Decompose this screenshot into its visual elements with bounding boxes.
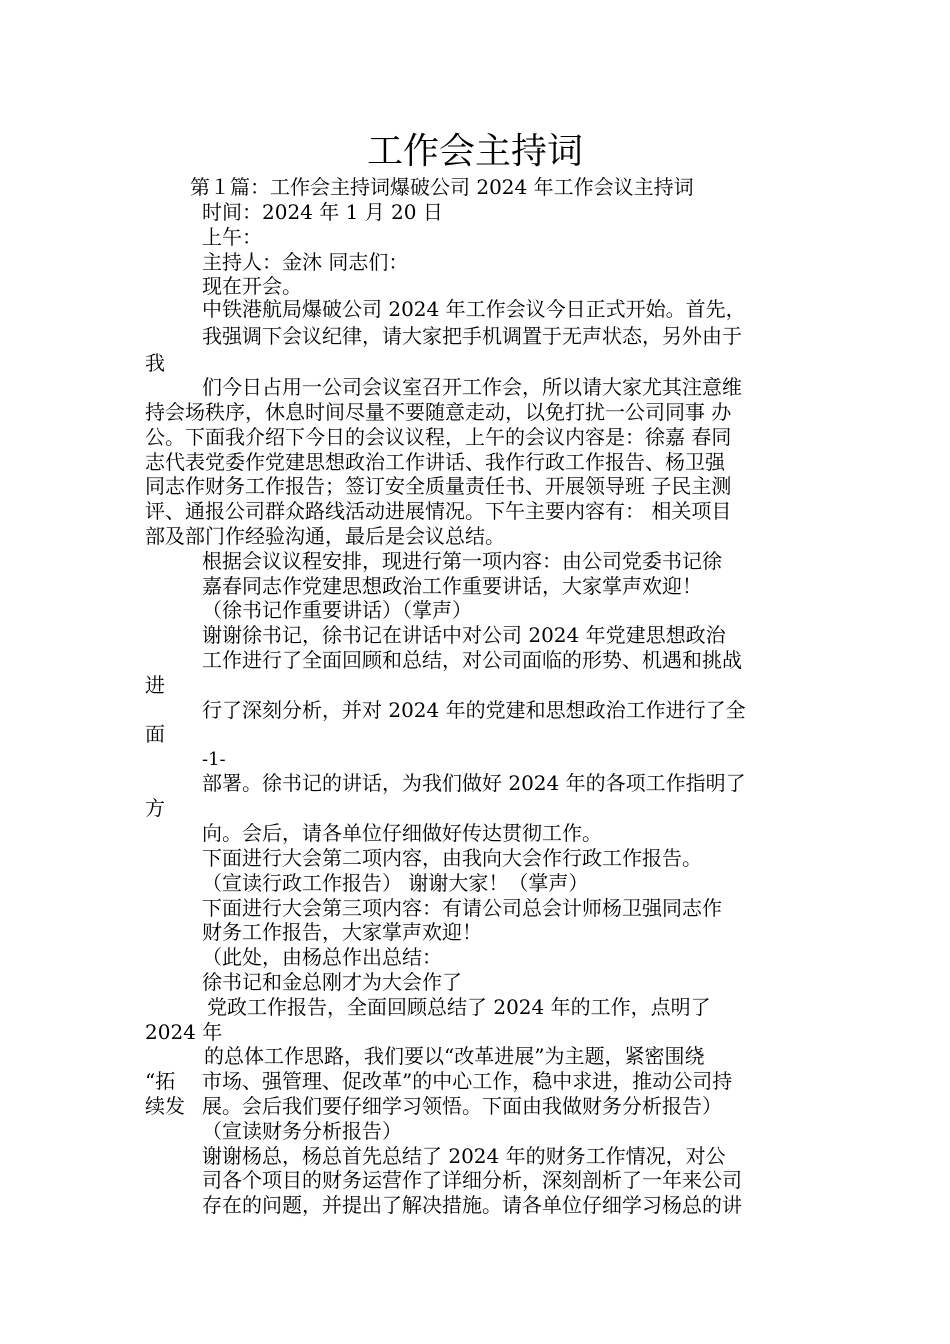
text-line: 市场、强管理、促改革”的中心工作，稳中求进，推动公司持 [202,1069,733,1093]
text-line: 主持人：金沐 同志们： [202,250,409,274]
text-line: 上午： [202,225,262,249]
text-line: 第１篇：工作会主持词爆破公司 2024 年工作会议主持词 [190,175,694,199]
text-line: 部署。徐书记的讲话，为我们做好 2024 年的各项工作指明了 [202,771,746,795]
text-line: 同志作财务工作报告；签订安全质量责任书、开展领导班 子民主测 [145,474,732,498]
text-line: 持会场秩序，休息时间尽量不要随意走动，以免打扰一公司同事 办 [145,400,732,424]
text-line: （宣读行政工作报告） 谢谢大家！（掌声） [202,871,589,895]
text-line: 存在的问题，并提出了解决措施。请各单位仔细学习杨总的讲 [202,1193,742,1217]
text-line: 党政工作报告，全面回顾总结了 2024 年的工作，点明了 [207,995,711,1019]
text-line: 我 [145,351,165,375]
text-line: 徐书记和金总刚才为大会作了 [202,970,462,994]
text-line: 公。下面我介绍下今日的会议议程，上午的会议内容是：徐嘉 春同 [145,425,732,449]
text-line: 方 [145,796,165,820]
text-line: 我强调下会议纪律，请大家把手机调置于无声状态，另外由于 [202,324,742,348]
text-line: （此处，由杨总作出总结： [202,945,442,969]
text-line: 下面进行大会第二项内容，由我向大会作行政工作报告。 [202,846,702,870]
text-line: 司各个项目的财务运营作了详细分析，深刻剖析了一年来公司 [202,1168,742,1192]
text-line: （宣读财务分析报告） [202,1119,402,1143]
text-line: 2024 年 [145,1020,223,1044]
text-line: 部及部门作经验沟通，最后是会议总结。 [145,524,505,548]
text-line: 评、通报公司群众路线活动进展情况。下午主要内容有： 相关项目 [145,499,732,523]
text-line: 现在开会。 [202,274,302,298]
text-line: 进 [145,673,165,697]
text-line: 下面进行大会第三项内容：有请公司总会计师杨卫强同志作 [202,896,722,920]
text-line: 根据会议议程安排，现进行第一项内容：由公司党委书记徐 [202,549,722,573]
document-title: 工作会主持词 [366,131,583,172]
page-number: -1- [202,749,226,770]
text-line: 续发 [145,1094,185,1118]
text-line: 的总体工作思路，我们要以“改革进展”为主题，紧密围绕 [204,1044,705,1068]
text-line: 谢谢杨总，杨总首先总结了 2024 年的财务工作情况，对公 [202,1144,726,1168]
text-line: 面 [145,722,165,746]
text-line: 时间：2024 年 1 月 20 日 [202,200,443,224]
text-line: 财务工作报告，大家掌声欢迎！ [202,920,482,944]
text-line: 向。会后，请各单位仔细做好传达贯彻工作。 [202,821,602,845]
text-line: 们今日占用一公司会议室召开工作会，所以请大家尤其注意维 [202,375,742,399]
text-line: “拓 [145,1069,176,1093]
text-line: 志代表党委作党建思想政治工作讲话、我作行政工作报告、杨卫强 [145,450,725,474]
text-line: 谢谢徐书记，徐书记在讲话中对公司 2024 年党建思想政治 [202,623,726,647]
text-line: 行了深刻分析，并对 2024 年的党建和思想政治工作进行了全 [202,698,746,722]
text-line: （徐书记作重要讲话）（掌声） [202,598,472,622]
text-line: 展。会后我们要仔细学习领悟。下面由我做财务分析报告） [202,1094,722,1118]
text-line: 工作进行了全面回顾和总结，对公司面临的形势、机遇和挑战 [202,648,742,672]
text-line: 嘉春同志作党建思想政治工作重要讲话，大家掌声欢迎！ [202,574,702,598]
text-line: 中铁港航局爆破公司 2024 年工作会议今日正式开始。首先， [202,297,746,321]
